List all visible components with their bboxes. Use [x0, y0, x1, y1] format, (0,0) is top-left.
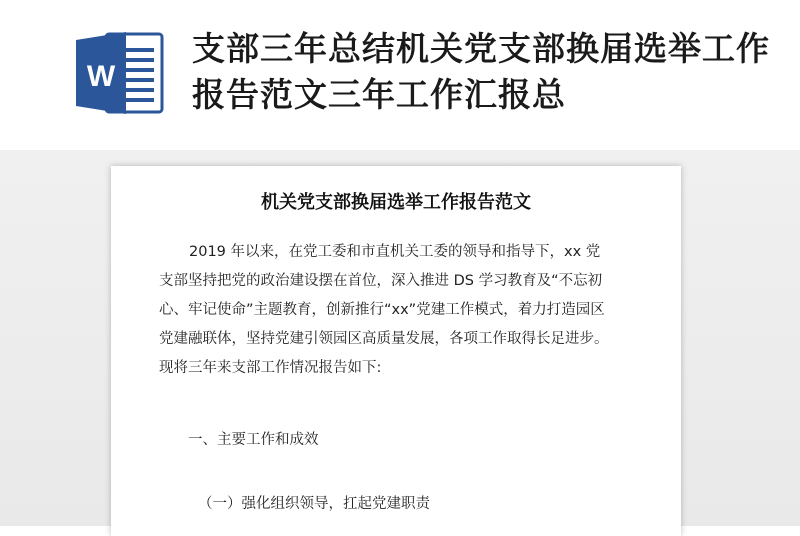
- document-title: 机关党支部换届选举工作报告范文: [261, 192, 531, 213]
- subsection-heading: （一）强化组织领导，扛起党建职责: [198, 496, 430, 512]
- paragraph-line: 党建融联体，坚持党建引领园区高质量发展，各项工作取得长足进步。: [159, 331, 609, 347]
- document-paragraph: [159, 238, 649, 383]
- paragraph-line: 现将三年来支部工作情况报告如下:: [159, 360, 382, 376]
- document-page: [111, 166, 681, 536]
- word-document-icon: [76, 30, 164, 116]
- paragraph-line: 2019 年以来，在党工委和市直机关工委的领导和指导下，xx 党: [189, 244, 601, 260]
- paragraph-line: 支部坚持把党的政治建设摆在首位，深入推进 DS 学习教育及“不忘初: [159, 273, 603, 289]
- paragraph-line: 心、牢记使命”主题教育，创新推行“xx”党建工作模式，着力打造园区: [159, 302, 605, 318]
- word-icon-letter: W: [86, 60, 116, 93]
- header-banner: [0, 0, 800, 150]
- section-heading: 一、主要工作和成效: [188, 432, 319, 448]
- page-title: 支部三年总结机关党支部换届选举工作报告范文三年工作汇报总: [192, 29, 770, 114]
